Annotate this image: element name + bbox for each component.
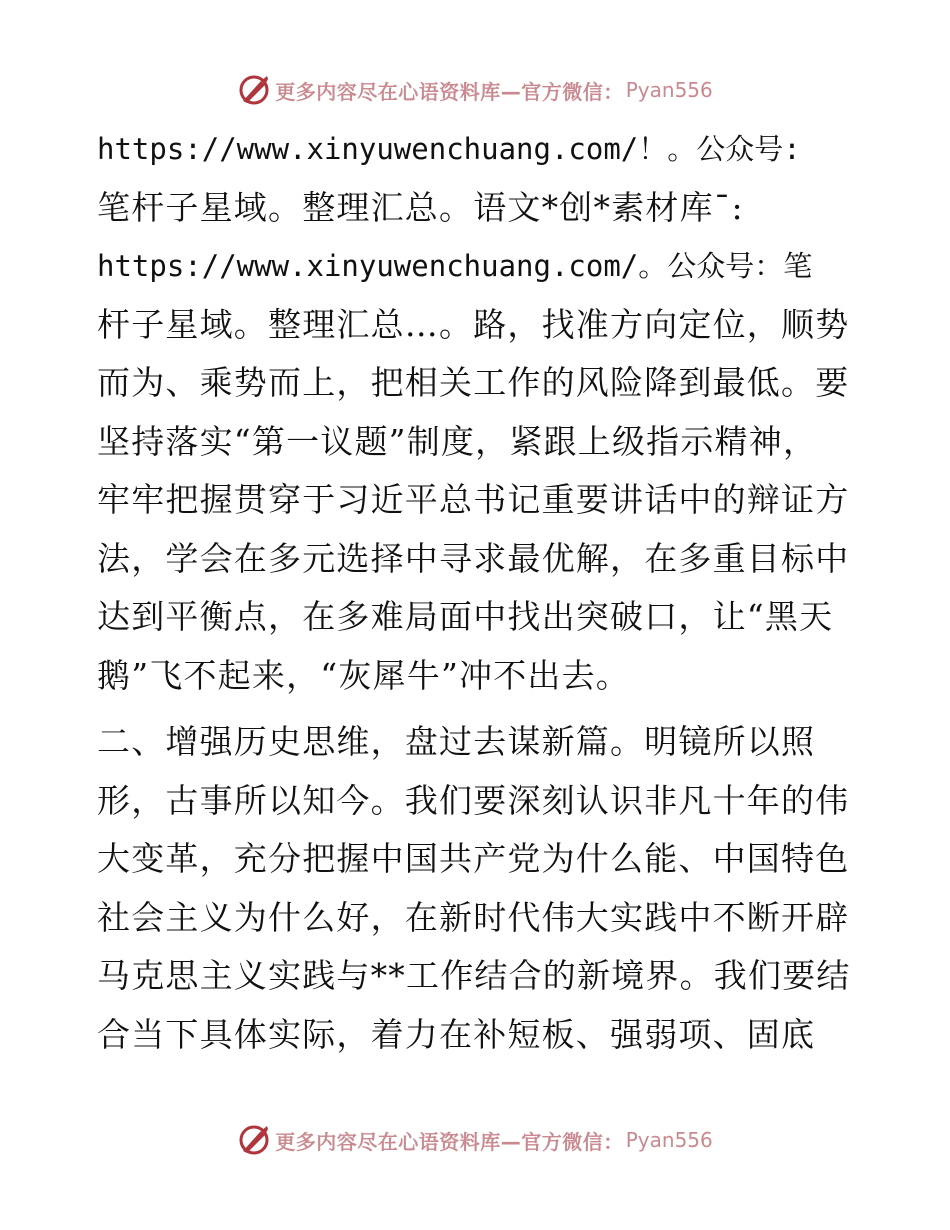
document-body bbox=[97, 120, 857, 1064]
text-line: 形，古事所以知今。我们要深刻认识非凡十年的伟 bbox=[97, 780, 850, 820]
text-line: https://www.xinyuwenchuang.com/。公众号：笔 bbox=[97, 249, 813, 283]
text-line: 而为、乘势而上，把相关工作的风险降到最低。要 bbox=[97, 363, 850, 402]
paragraph-1 bbox=[97, 120, 857, 705]
text-line: https://www.xinyuwenchuang.com/！。公众号: bbox=[97, 132, 801, 166]
text-line: 牢牢把握贯穿于习近平总书记重要讲话中的辩证方 bbox=[97, 480, 850, 519]
footer-banner bbox=[0, 1120, 950, 1160]
footer-banner-text: 更多内容尽在心语资料库—官方微信： bbox=[275, 1129, 624, 1154]
text-line: 坚持落实“第一议题”制度，紧跟上级指示精神， bbox=[97, 421, 818, 461]
footer-wechat-id: Pyan556 bbox=[625, 1128, 713, 1152]
text-line: 杆子星域。整理汇总…。路，找准方向定位，顺势 bbox=[97, 304, 850, 344]
paragraph-2 bbox=[97, 713, 857, 1064]
text-line: 达到平衡点，在多难局面中找出突破口，让“黑天 bbox=[97, 597, 834, 636]
text-line: 笔杆子星域。整理汇总。语文*创*素材库¯: bbox=[97, 187, 744, 227]
text-line: 大变革，充分把握中国共产党为什么能、中国特色 bbox=[97, 839, 850, 878]
header-wechat-id: Pyan556 bbox=[625, 78, 713, 102]
text-line: 合当下具体实际，着力在补短板、强弱项、固底 bbox=[97, 1014, 816, 1054]
text-line: 马克思主义实践与**工作结合的新境界。我们要结 bbox=[97, 956, 851, 995]
text-line: 鹅”飞不起来，“灰犀牛”冲不出去。 bbox=[97, 655, 631, 695]
text-line: 法，学会在多元选择中寻求最优解，在多重目标中 bbox=[97, 538, 850, 578]
text-line: 社会主义为什么好，在新时代伟大实践中不断开辟 bbox=[97, 897, 850, 937]
header-banner bbox=[0, 70, 950, 110]
pen-logo-icon bbox=[237, 73, 271, 107]
text-line: 二、增强历史思维，盘过去谋新篇。明镜所以照 bbox=[97, 722, 816, 761]
pen-logo-icon bbox=[237, 1123, 271, 1157]
header-banner-text: 更多内容尽在心语资料库—官方微信： bbox=[275, 79, 624, 104]
